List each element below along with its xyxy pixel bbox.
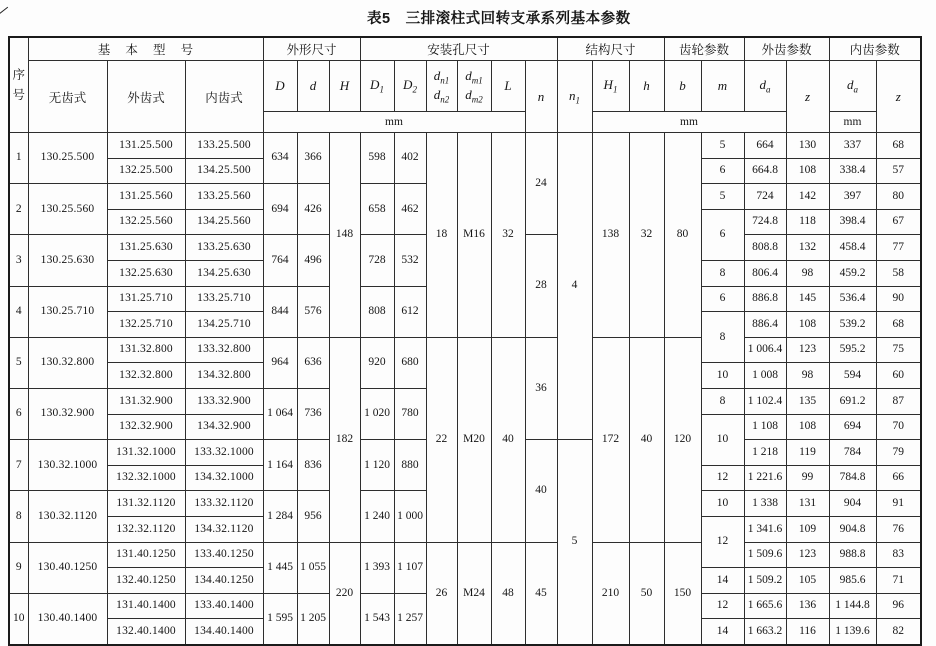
col-z-ext: 132: [786, 235, 829, 261]
col-D2: 680: [394, 337, 426, 388]
model-external-gear: 132.25.500: [107, 158, 185, 184]
col-H1: 210: [592, 542, 629, 645]
col-m: 5: [701, 133, 744, 159]
col-n: 45: [525, 542, 557, 645]
table-body: [9, 133, 921, 645]
col-D1: 1 120: [360, 440, 394, 491]
col-n: 24: [525, 133, 557, 235]
model-no-gear: 130.25.710: [28, 286, 107, 337]
col-z-ext: 136: [786, 593, 829, 619]
model-no-gear: 130.25.500: [28, 133, 107, 184]
col-da-int: 1 144.8: [829, 593, 876, 619]
col-da-int: 594: [829, 363, 876, 389]
row-seq: 7: [9, 440, 28, 491]
col-H: 220: [329, 542, 360, 645]
model-external-gear: 132.40.1250: [107, 568, 185, 594]
col-z-ext: 145: [786, 286, 829, 312]
col-z-int: 68: [876, 312, 921, 338]
col-d: 1 205: [297, 593, 329, 645]
row-seq: 1: [9, 133, 28, 184]
col-d: 576: [297, 286, 329, 337]
col-da-int: 784: [829, 440, 876, 466]
model-internal-gear: 134.32.1000: [185, 465, 263, 491]
col-D: 844: [263, 286, 297, 337]
col-z-int: 71: [876, 568, 921, 594]
col-D1: 808: [360, 286, 394, 337]
col-D1: 658: [360, 184, 394, 235]
col-da-ext: 1 218: [744, 440, 786, 466]
row-seq: 10: [9, 593, 28, 645]
col-m: 5: [701, 184, 744, 210]
header-group-model: 基 本 型 号: [28, 37, 263, 61]
table-title: 表5 三排滚柱式回转支承系列基本参数: [367, 11, 631, 27]
col-da-ext: 806.4: [744, 260, 786, 286]
header-group-int-gear: 内齿参数: [829, 37, 921, 61]
table-head: [9, 37, 921, 133]
col-D: 1 595: [263, 593, 297, 645]
parameters-table: [8, 36, 922, 646]
header-seq: 序号: [9, 37, 28, 133]
col-z-ext: 108: [786, 312, 829, 338]
header-col-n: n: [525, 61, 557, 133]
col-da-ext: 724: [744, 184, 786, 210]
col-n: 40: [525, 440, 557, 542]
col-da-ext: 1 509.2: [744, 568, 786, 594]
col-z-int: 82: [876, 619, 921, 645]
row-seq: 5: [9, 337, 28, 388]
header-group-mount: 安装孔尺寸: [360, 37, 557, 61]
col-H1: 172: [592, 337, 629, 542]
col-m: 8: [701, 388, 744, 414]
col-da-int: 337: [829, 133, 876, 159]
col-d: 1 055: [297, 542, 329, 593]
model-external-gear: 132.25.560: [107, 209, 185, 235]
col-n: 28: [525, 235, 557, 337]
col-z-ext: 108: [786, 158, 829, 184]
header-col-D: D: [263, 61, 297, 112]
col-H1: 138: [592, 133, 629, 338]
col-z-int: 57: [876, 158, 921, 184]
col-da-int: 985.6: [829, 568, 876, 594]
col-da-int: 338.4: [829, 158, 876, 184]
col-da-int: 539.2: [829, 312, 876, 338]
header-col-da-int: $d_a$: [829, 61, 876, 112]
col-da-int: 784.8: [829, 465, 876, 491]
col-da-ext: 1 102.4: [744, 388, 786, 414]
col-z-ext: 99: [786, 465, 829, 491]
header-group-structure: 结构尺寸: [557, 37, 664, 61]
col-D1: 1 240: [360, 491, 394, 542]
col-z-int: 58: [876, 260, 921, 286]
col-da-int: 397: [829, 184, 876, 210]
col-da-ext: 808.8: [744, 235, 786, 261]
model-internal-gear: 134.25.630: [185, 260, 263, 286]
col-m: 6: [701, 286, 744, 312]
col-da-int: 458.4: [829, 235, 876, 261]
model-internal-gear: 133.25.710: [185, 286, 263, 312]
row-seq: 6: [9, 388, 28, 439]
model-external-gear: 132.25.710: [107, 312, 185, 338]
col-z-int: 66: [876, 465, 921, 491]
model-internal-gear: 134.25.500: [185, 158, 263, 184]
col-D2: 532: [394, 235, 426, 286]
col-z-ext: 109: [786, 516, 829, 542]
col-z-int: 96: [876, 593, 921, 619]
col-D: 1 164: [263, 440, 297, 491]
col-L: 48: [491, 542, 525, 645]
col-z-ext: 108: [786, 414, 829, 440]
col-z-int: 70: [876, 414, 921, 440]
col-da-int: 595.2: [829, 337, 876, 363]
model-external-gear: 131.25.710: [107, 286, 185, 312]
header-col-da-ext: $d_a$: [744, 61, 786, 112]
header-group-ext-gear: 外齿参数: [744, 37, 829, 61]
header-col-h: h: [629, 61, 664, 112]
col-D2: 1 000: [394, 491, 426, 542]
header-col-b: b: [664, 61, 701, 112]
col-z-ext: 142: [786, 184, 829, 210]
header-col-D2: $D_2$: [394, 61, 426, 112]
col-D2: 612: [394, 286, 426, 337]
row-seq: 9: [9, 542, 28, 593]
col-z-int: 87: [876, 388, 921, 414]
model-internal-gear: 133.40.1250: [185, 542, 263, 568]
col-da-ext: 1 338: [744, 491, 786, 517]
col-d: 636: [297, 337, 329, 388]
header-col-z-int: z: [876, 61, 921, 133]
col-m: 12: [701, 593, 744, 619]
header-col-dm: $d_{m1}$ $d_{m2}$: [457, 61, 491, 112]
header-col-D1: $D_1$: [360, 61, 394, 112]
model-external-gear: 131.32.900: [107, 388, 185, 414]
col-D: 764: [263, 235, 297, 286]
model-internal-gear: 133.32.1120: [185, 491, 263, 517]
col-n: 36: [525, 337, 557, 439]
col-z-ext: 131: [786, 491, 829, 517]
col-da-ext: 1 663.2: [744, 619, 786, 645]
col-D2: 1 107: [394, 542, 426, 593]
col-D2: 880: [394, 440, 426, 491]
model-external-gear: 132.32.1000: [107, 465, 185, 491]
model-external-gear: 132.40.1400: [107, 619, 185, 645]
col-D: 634: [263, 133, 297, 184]
table-row: [9, 542, 921, 568]
col-z-int: 79: [876, 440, 921, 466]
col-D2: 780: [394, 388, 426, 439]
model-no-gear: 130.40.1400: [28, 593, 107, 645]
col-D2: 462: [394, 184, 426, 235]
header-col-external: 外齿式: [107, 61, 185, 133]
col-da-ext: 1 665.6: [744, 593, 786, 619]
col-da-ext: 664.8: [744, 158, 786, 184]
header-col-H: H: [329, 61, 360, 112]
table-row: [9, 133, 921, 159]
col-L: 40: [491, 337, 525, 542]
col-z-ext: 98: [786, 260, 829, 286]
col-m: 6: [701, 209, 744, 260]
col-m: 12: [701, 465, 744, 491]
col-z-ext: 98: [786, 363, 829, 389]
col-da-ext: 664: [744, 133, 786, 159]
col-D: 1 284: [263, 491, 297, 542]
col-h: 40: [629, 337, 664, 542]
model-internal-gear: 133.32.800: [185, 337, 263, 363]
col-da-int: 691.2: [829, 388, 876, 414]
header-col-dn: $d_{n1}$ $d_{n2}$: [426, 61, 457, 112]
col-d: 366: [297, 133, 329, 184]
col-z-int: 76: [876, 516, 921, 542]
col-m: 14: [701, 568, 744, 594]
col-z-ext: 119: [786, 440, 829, 466]
model-no-gear: 130.25.630: [28, 235, 107, 286]
model-no-gear: 130.32.800: [28, 337, 107, 388]
model-internal-gear: 134.25.710: [185, 312, 263, 338]
header-col-plain: 无齿式: [28, 61, 107, 133]
model-external-gear: 132.25.630: [107, 260, 185, 286]
model-no-gear: 130.32.900: [28, 388, 107, 439]
col-da-ext: 1 509.6: [744, 542, 786, 568]
model-external-gear: 131.25.560: [107, 184, 185, 210]
col-da-int: 904: [829, 491, 876, 517]
col-z-int: 75: [876, 337, 921, 363]
row-seq: 4: [9, 286, 28, 337]
col-b: 80: [664, 133, 701, 338]
unit-mm-structure: mm: [592, 112, 786, 133]
col-D1: 1 393: [360, 542, 394, 593]
col-D1: 728: [360, 235, 394, 286]
col-m: 8: [701, 260, 744, 286]
col-d: 836: [297, 440, 329, 491]
model-external-gear: 132.32.1120: [107, 516, 185, 542]
model-external-gear: 132.32.900: [107, 414, 185, 440]
col-d: 426: [297, 184, 329, 235]
col-d: 496: [297, 235, 329, 286]
col-z-int: 60: [876, 363, 921, 389]
col-da-int: 988.8: [829, 542, 876, 568]
col-D: 694: [263, 184, 297, 235]
model-external-gear: 131.32.1000: [107, 440, 185, 466]
header-col-m: m: [701, 61, 744, 112]
col-m: 8: [701, 312, 744, 363]
col-da-ext: 1 108: [744, 414, 786, 440]
col-m: 10: [701, 363, 744, 389]
col-dm: M16: [457, 133, 491, 338]
col-da-ext: 1 221.6: [744, 465, 786, 491]
col-z-int: 91: [876, 491, 921, 517]
col-z-int: 90: [876, 286, 921, 312]
model-external-gear: 131.25.630: [107, 235, 185, 261]
col-H: 182: [329, 337, 360, 542]
header-col-z-ext: z: [786, 61, 829, 133]
col-m: 12: [701, 516, 744, 567]
col-dn: 18: [426, 133, 457, 338]
model-no-gear: 130.40.1250: [28, 542, 107, 593]
col-da-int: 1 139.6: [829, 619, 876, 645]
model-internal-gear: 134.40.1400: [185, 619, 263, 645]
col-m: 6: [701, 158, 744, 184]
col-D: 1 064: [263, 388, 297, 439]
header-col-internal: 内齿式: [185, 61, 263, 133]
col-D: 1 445: [263, 542, 297, 593]
model-external-gear: 131.40.1250: [107, 542, 185, 568]
col-z-ext: 105: [786, 568, 829, 594]
col-D2: 1 257: [394, 593, 426, 645]
unit-mm-main: mm: [263, 112, 525, 133]
col-L: 32: [491, 133, 525, 338]
col-D2: 402: [394, 133, 426, 184]
row-seq: 8: [9, 491, 28, 542]
col-z-ext: 123: [786, 542, 829, 568]
col-da-ext: 1 008: [744, 363, 786, 389]
col-D1: 598: [360, 133, 394, 184]
col-z-int: 67: [876, 209, 921, 235]
col-z-int: 80: [876, 184, 921, 210]
col-h: 32: [629, 133, 664, 338]
header-group-gear: 齿轮参数: [664, 37, 744, 61]
col-z-ext: 118: [786, 209, 829, 235]
model-external-gear: 131.32.1120: [107, 491, 185, 517]
col-da-int: 459.2: [829, 260, 876, 286]
col-z-int: 68: [876, 133, 921, 159]
model-internal-gear: 133.25.560: [185, 184, 263, 210]
model-internal-gear: 134.40.1250: [185, 568, 263, 594]
model-no-gear: 130.32.1000: [28, 440, 107, 491]
col-da-ext: 886.4: [744, 312, 786, 338]
header-col-d: d: [297, 61, 329, 112]
col-m: 10: [701, 491, 744, 517]
col-n1: 5: [557, 440, 592, 645]
col-da-ext: 1 341.6: [744, 516, 786, 542]
col-da-int: 694: [829, 414, 876, 440]
col-h: 50: [629, 542, 664, 645]
col-dm: M24: [457, 542, 491, 645]
model-external-gear: 132.32.800: [107, 363, 185, 389]
col-da-ext: 724.8: [744, 209, 786, 235]
col-d: 956: [297, 491, 329, 542]
col-b: 120: [664, 337, 701, 542]
model-internal-gear: 133.40.1400: [185, 593, 263, 619]
header-col-H1: $H_1$: [592, 61, 629, 112]
table-row: [9, 337, 921, 363]
col-b: 150: [664, 542, 701, 645]
header-col-L: L: [491, 61, 525, 112]
col-da-int: 398.4: [829, 209, 876, 235]
model-internal-gear: 134.25.560: [185, 209, 263, 235]
col-da-int: 904.8: [829, 516, 876, 542]
col-D1: 1 020: [360, 388, 394, 439]
header-group-outline: 外形尺寸: [263, 37, 360, 61]
model-internal-gear: 133.32.900: [185, 388, 263, 414]
col-m: 14: [701, 619, 744, 645]
row-seq: 3: [9, 235, 28, 286]
model-internal-gear: 133.32.1000: [185, 440, 263, 466]
model-external-gear: 131.32.800: [107, 337, 185, 363]
col-z-int: 77: [876, 235, 921, 261]
model-internal-gear: 133.25.630: [185, 235, 263, 261]
col-m: 10: [701, 414, 744, 465]
col-z-ext: 123: [786, 337, 829, 363]
col-D1: 1 543: [360, 593, 394, 645]
col-z-ext: 130: [786, 133, 829, 159]
col-dm: M20: [457, 337, 491, 542]
col-D1: 920: [360, 337, 394, 388]
page-edge-fragment: [0, 7, 8, 15]
col-n1: 4: [557, 133, 592, 440]
col-da-ext: 1 006.4: [744, 337, 786, 363]
row-seq: 2: [9, 184, 28, 235]
header-col-n1: $n_1$: [557, 61, 592, 133]
col-dn: 26: [426, 542, 457, 645]
col-dn: 22: [426, 337, 457, 542]
col-z-ext: 116: [786, 619, 829, 645]
model-no-gear: 130.25.560: [28, 184, 107, 235]
col-da-int: 536.4: [829, 286, 876, 312]
col-H: 148: [329, 133, 360, 338]
col-z-ext: 135: [786, 388, 829, 414]
col-D: 964: [263, 337, 297, 388]
col-d: 736: [297, 388, 329, 439]
model-external-gear: 131.25.500: [107, 133, 185, 159]
model-internal-gear: 134.32.900: [185, 414, 263, 440]
col-da-ext: 886.8: [744, 286, 786, 312]
unit-mm-int-gear: mm: [829, 112, 876, 133]
col-z-int: 83: [876, 542, 921, 568]
model-external-gear: 131.40.1400: [107, 593, 185, 619]
model-internal-gear: 134.32.800: [185, 363, 263, 389]
model-no-gear: 130.32.1120: [28, 491, 107, 542]
model-internal-gear: 133.25.500: [185, 133, 263, 159]
model-internal-gear: 134.32.1120: [185, 516, 263, 542]
